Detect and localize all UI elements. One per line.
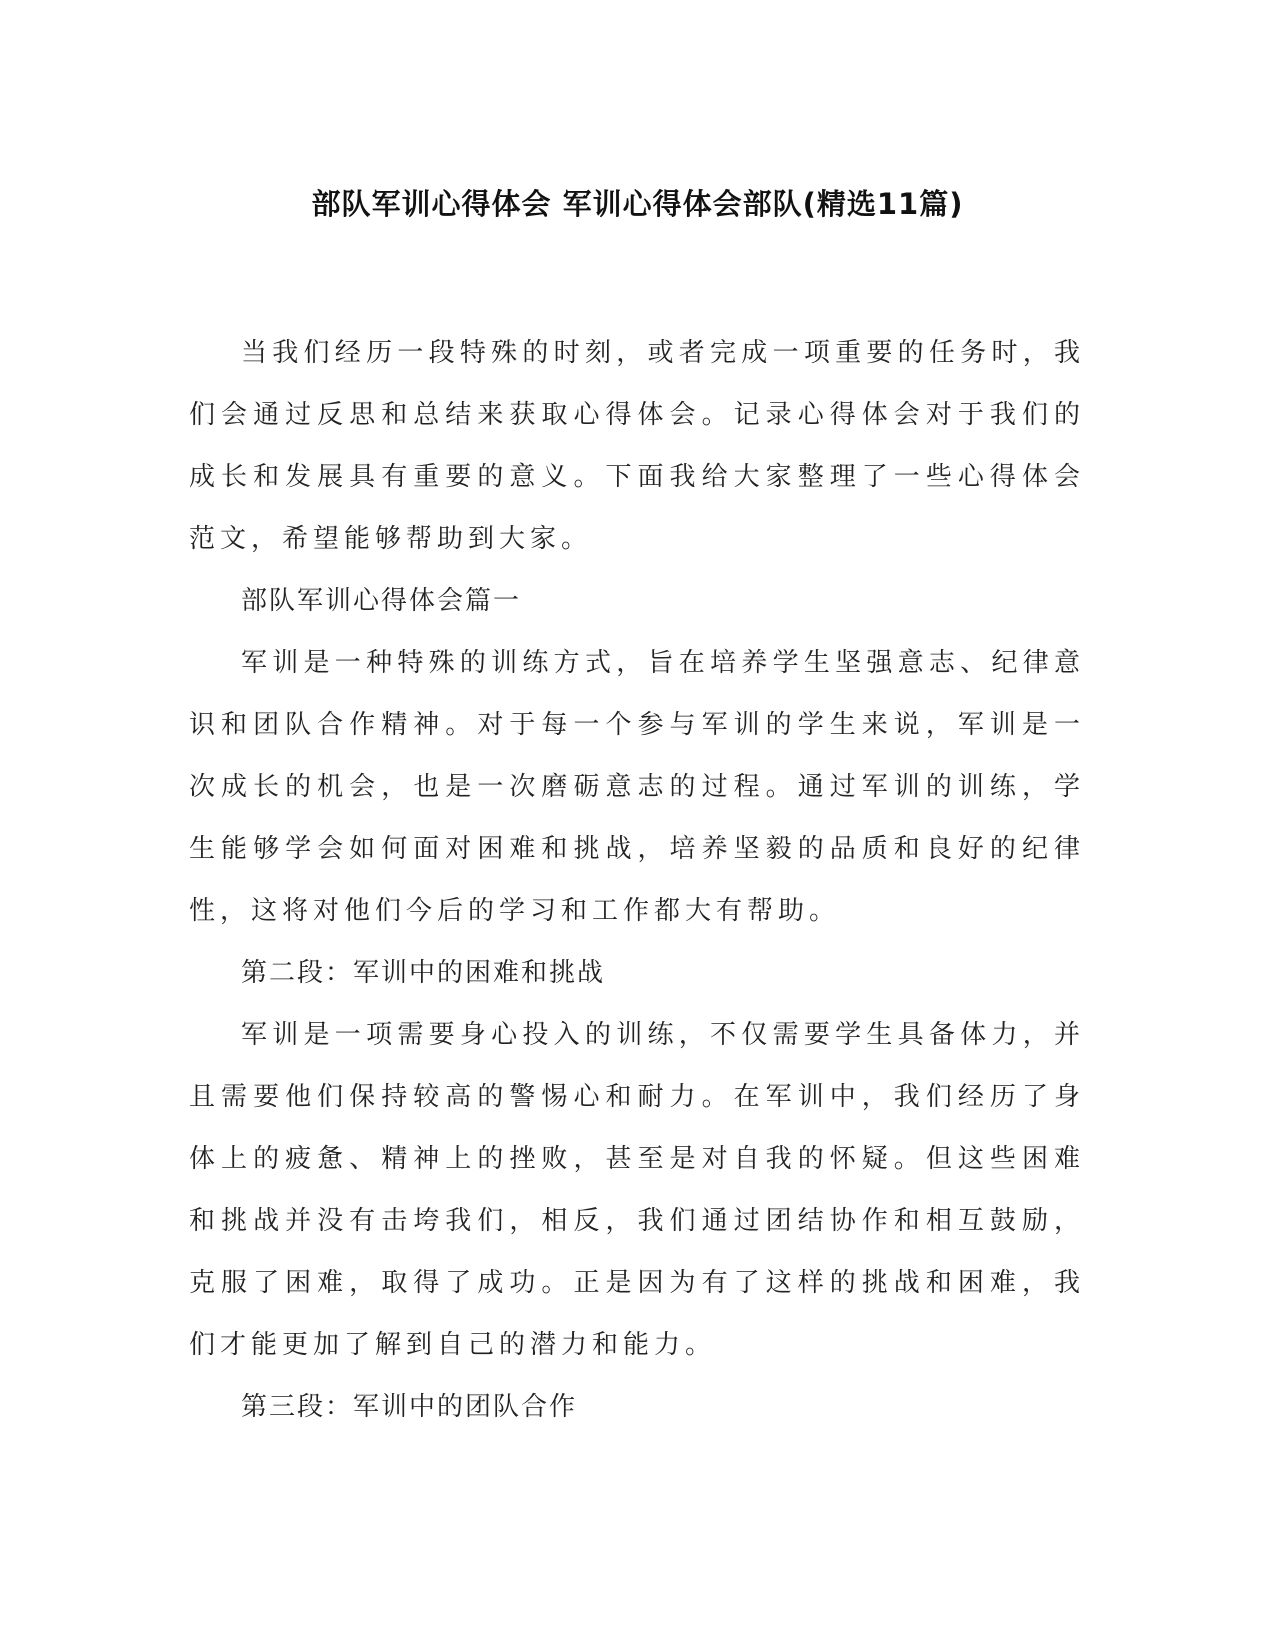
section-heading-1: 部队军训心得体会篇一 xyxy=(241,586,522,616)
section-heading-3: 第三段：军训中的团队合作 xyxy=(241,1392,578,1422)
document-body xyxy=(189,322,1085,1438)
section-heading-2: 第二段：军训中的困难和挑战 xyxy=(241,958,606,988)
document-title: 部队军训心得体会 军训心得体会部队(精选11篇) xyxy=(311,187,964,221)
body-paragraph-2: 军训是一项需要身心投入的训练，不仅需要学生具备体力，并且需要他们保持较高的警惕心和耐力。在军训中，我们经历了身体上的疲惫、精神上的挫败，甚至是对自我的怀疑。但这些困难和挑战并没有击垮我们，相反，我们通过团结协作和相互鼓励，克服了困难，取得了成功。正是因为有了这样的挑战和困难，我们才能更加了解到自己的潜力和能力。 xyxy=(189,1020,1085,1360)
intro-paragraph: 当我们经历一段特殊的时刻，或者完成一项重要的任务时，我们会通过反思和总结来获取心得体会。记录心得体会对于我们的成长和发展具有重要的意义。下面我给大家整理了一些心得体会范文，希望能够帮助到大家。 xyxy=(189,338,1085,554)
body-paragraph-1: 军训是一种特殊的训练方式，旨在培养学生坚强意志、纪律意识和团队合作精神。对于每一个参与军训的学生来说，军训是一次成长的机会，也是一次磨砺意志的过程。通过军训的训练，学生能够学会如何面对困难和挑战，培养坚毅的品质和良好的纪律性，这将对他们今后的学习和工作都大有帮助。 xyxy=(189,648,1085,926)
